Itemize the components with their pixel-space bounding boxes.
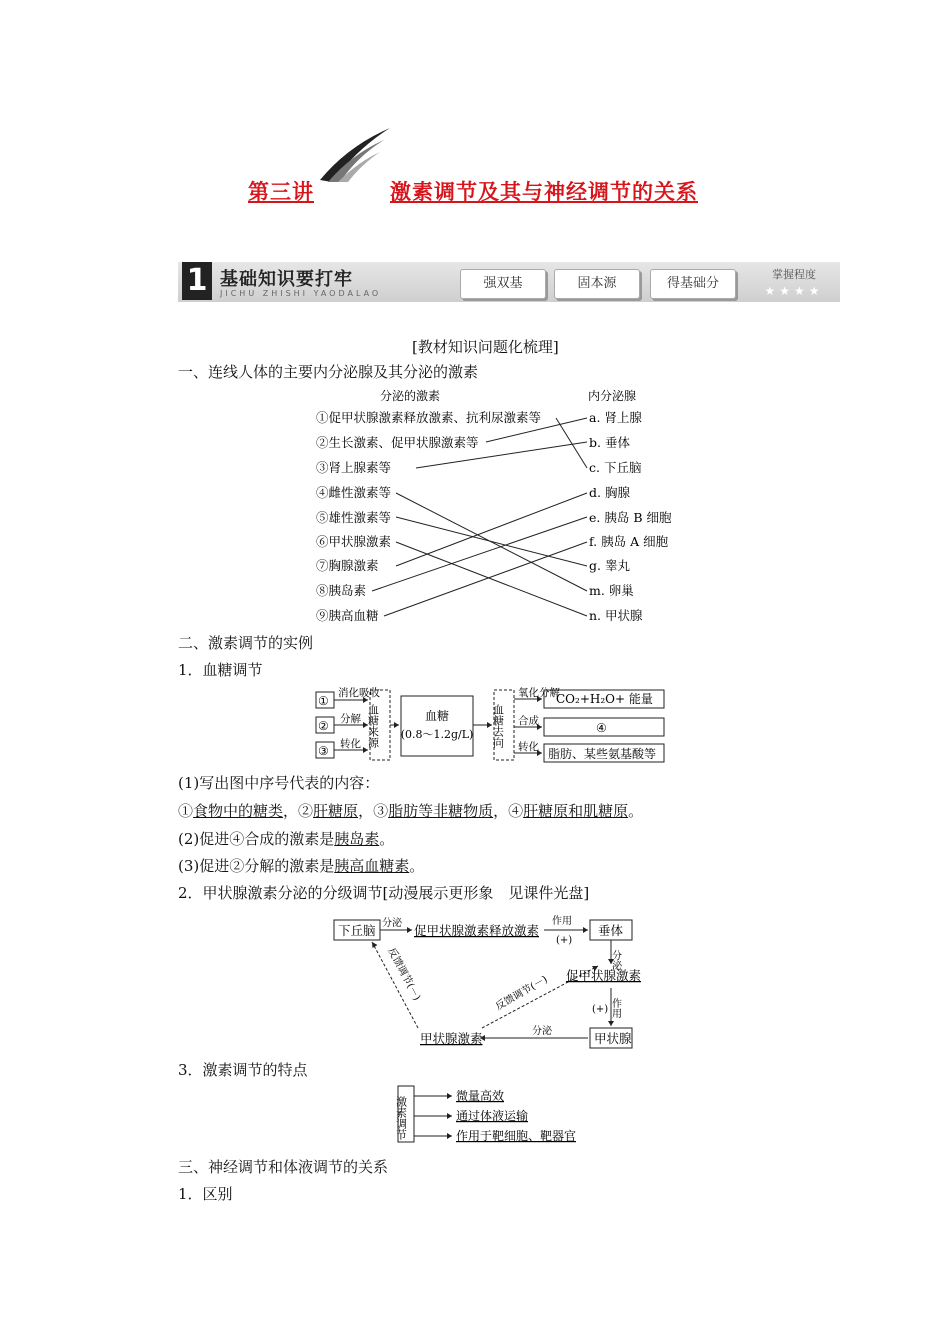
answer-2: 肝糖原	[313, 802, 359, 820]
answer-4: 肝糖原和肌糖原	[523, 802, 629, 820]
banner-button-3[interactable]: 得基础分	[650, 269, 736, 299]
s3-sub1: 1．区别	[178, 1185, 233, 1203]
tsh: 促甲状腺激素	[566, 968, 642, 983]
answer-3: 脂肪等非糖物质	[388, 802, 494, 820]
hormone-item: ①促甲状腺激素释放激素、抗利尿激素等	[316, 410, 542, 425]
hormone-item: ⑥甲状腺激素	[316, 534, 392, 549]
thyroid-gland: 甲状腺	[594, 1031, 632, 1046]
gland-item: g. 睾丸	[589, 558, 630, 573]
mastery-rating	[752, 266, 836, 300]
gland-item: c. 下丘脑	[589, 460, 642, 475]
act-2: 作用	[609, 998, 621, 1018]
gland-item: e. 胰岛 B 细胞	[589, 510, 672, 525]
hormone-item: ④雌性激素等	[316, 485, 392, 500]
output-1: CO₂+H₂O+ 能量	[556, 692, 653, 706]
a1-p3: ，③	[358, 802, 389, 820]
a1	[178, 800, 643, 821]
label-oxidize: 氧化分解	[518, 687, 560, 699]
secrete-3: 分泌	[532, 1026, 552, 1037]
feature-1: 微量高效	[456, 1089, 505, 1103]
feature-3: 作用于靶细胞、靶器官	[456, 1129, 577, 1143]
gland-item: m. 卵巢	[589, 583, 634, 598]
a1-p5: 。	[628, 802, 644, 820]
feedback-2: 反馈调节(－)	[494, 974, 550, 1013]
lecture-title: 激素调节及其与神经调节的关系	[390, 180, 698, 204]
gland-item: f. 胰岛 A 细胞	[589, 534, 669, 549]
act-1: 作用	[552, 916, 572, 927]
matching-diagram	[310, 384, 680, 630]
left-header: 分泌的激素	[380, 389, 441, 403]
banner-button-1[interactable]: 强双基	[460, 269, 546, 299]
output-2: ④	[596, 721, 607, 735]
s2-sub2: 2．甲状腺激素分泌的分级调节[动漫展示更形象 见课件光盘]	[178, 884, 590, 902]
answer-1: 食物中的糖类	[193, 802, 284, 820]
q2-answer: 胰岛素	[334, 830, 380, 848]
q1: (1)写出图中序号代表的内容：	[178, 774, 380, 792]
q3	[178, 855, 424, 876]
features-diagram	[396, 1084, 596, 1146]
banner-title: 基础知识要打牢	[220, 269, 353, 290]
mastery-label: 掌握程度	[772, 268, 816, 281]
section-head: [教材知识问题化梳理]	[412, 338, 559, 356]
gland-item: b. 垂体	[589, 435, 630, 450]
box-1: ①	[318, 694, 329, 708]
box-2: ②	[318, 719, 329, 733]
left-items	[316, 410, 541, 623]
source-label: 血糖来源	[366, 704, 380, 748]
label-convert-in: 转化	[340, 738, 361, 750]
hormone-item: ③肾上腺素等	[316, 460, 392, 475]
s2-sub3: 3．激素调节的特点	[178, 1061, 308, 1079]
s2-heading: 二、激素调节的实例	[178, 634, 314, 652]
output-3: 脂肪、某些氨基酸等	[548, 747, 657, 761]
q2-pre: (2)促进④合成的激素是	[178, 830, 335, 848]
lecture-number: 第三讲	[248, 180, 314, 204]
gland-item: d. 胸腺	[589, 485, 630, 500]
secrete-1: 分泌	[382, 918, 402, 929]
label-convert-out: 转化	[518, 741, 539, 753]
pituitary: 垂体	[598, 923, 624, 938]
features-label: 激素调节	[394, 1096, 408, 1140]
dest-label: 血糖去向	[491, 704, 505, 748]
q3-answer: 胰高血糖素	[334, 857, 410, 875]
label-decompose: 分解	[340, 713, 361, 725]
thyroid-hormone: 甲状腺激素	[420, 1031, 483, 1046]
hypothalamus: 下丘脑	[338, 923, 376, 938]
q2-post: 。	[379, 830, 395, 848]
label-digest: 消化吸收	[338, 687, 380, 699]
stars-icon: ★★★★	[764, 284, 824, 298]
gland-item: n. 甲状腺	[589, 608, 643, 623]
plus-1: (+)	[556, 935, 573, 946]
trh: 促甲状腺激素释放激素	[414, 923, 540, 938]
q3-post: 。	[409, 857, 425, 875]
q3-pre: (3)促进②分解的激素是	[178, 857, 335, 875]
q2	[178, 828, 394, 849]
a1-p1: ①	[178, 802, 194, 820]
hormone-item: ⑦胸腺激素	[316, 558, 379, 573]
gland-item: a. 肾上腺	[589, 410, 642, 425]
a1-p4: ，④	[493, 802, 524, 820]
s2-sub1: 1．血糖调节	[178, 661, 263, 679]
hormone-item: ⑨胰高血糖	[316, 608, 379, 623]
label-synth: 合成	[518, 715, 539, 727]
a1-p2: ，②	[283, 802, 314, 820]
hormone-item: ②生长激素、促甲状腺激素等	[316, 435, 479, 450]
thyroid-diagram	[330, 910, 650, 1054]
plus-2: (+)	[592, 1004, 609, 1015]
hormone-item: ⑤雄性激素等	[316, 510, 392, 525]
banner-pinyin: JICHU ZHISHI YAODALAO	[220, 289, 382, 298]
banner-button-2[interactable]: 固本源	[554, 269, 640, 299]
page-title	[0, 176, 950, 206]
blood-sugar-diagram	[312, 686, 672, 766]
feature-2: 通过体液运输	[456, 1109, 529, 1123]
right-header: 内分泌腺	[588, 389, 637, 403]
hormone-item: ⑧胰岛素	[316, 583, 367, 598]
secrete-2: 分泌	[609, 950, 621, 970]
feedback-1: 反馈调节(－)	[385, 946, 423, 1003]
center-range: (0.8～1.2g/L)	[400, 728, 474, 741]
box-3: ③	[318, 744, 329, 758]
banner-number: 1	[182, 262, 212, 300]
s3-heading: 三、神经调节和体液调节的关系	[178, 1158, 389, 1176]
right-items	[589, 410, 672, 623]
s1-heading: 一、连线人体的主要内分泌腺及其分泌的激素	[178, 363, 479, 381]
center-title: 血糖	[424, 709, 450, 723]
